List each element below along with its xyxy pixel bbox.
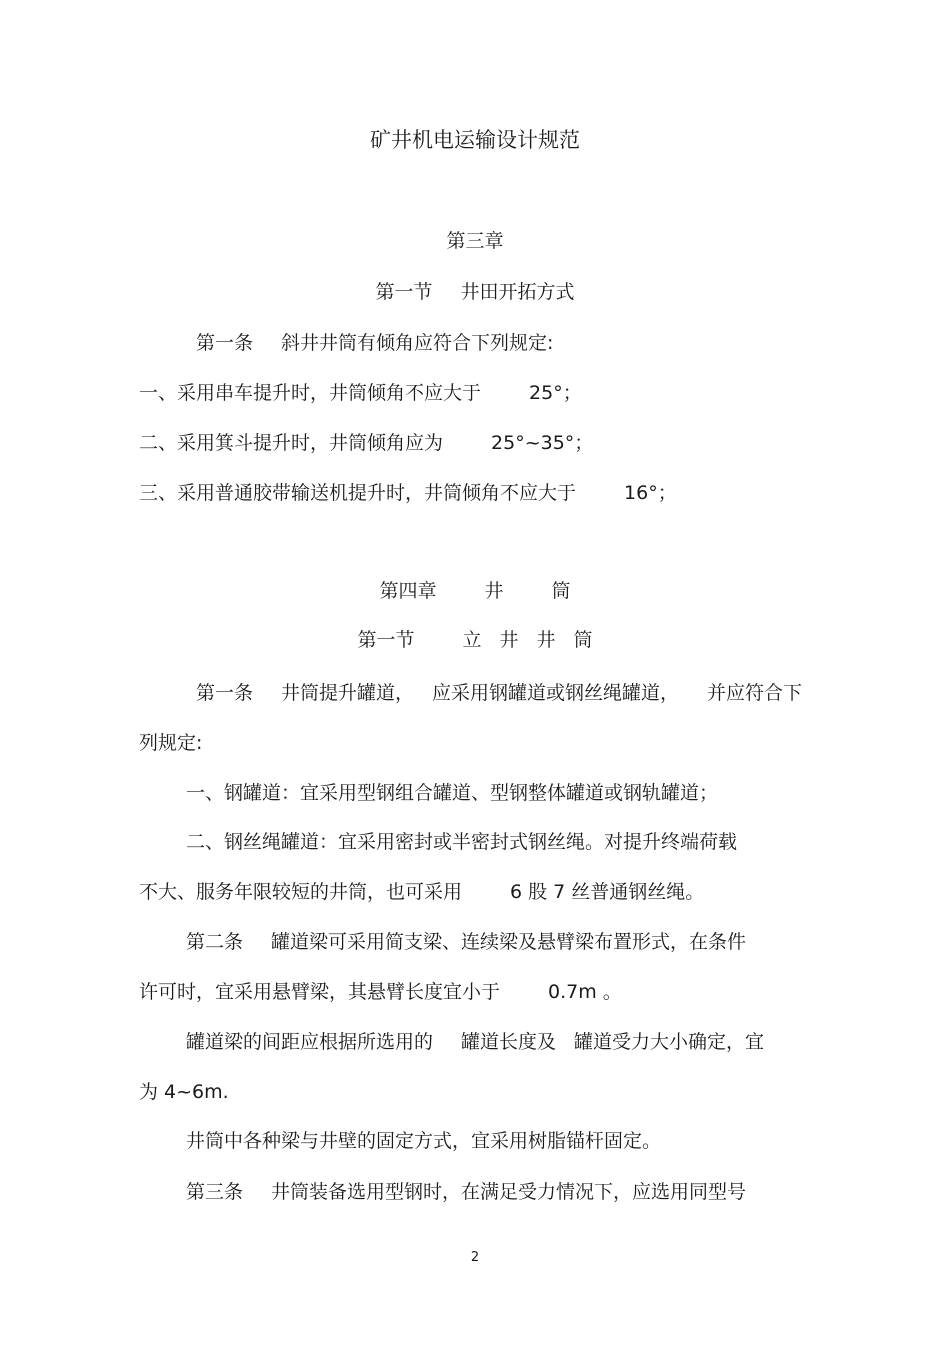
article1-label: 第一条 (196, 682, 254, 704)
chapter4-heading-word1: 井 (484, 580, 504, 602)
article3-label: 第三条 (186, 1181, 244, 1203)
para-spacing-a: 罐道梁的间距应根据所选用的 (186, 1031, 434, 1053)
page-number: 2 (470, 1250, 480, 1265)
chapter4-item2-line2 (139, 880, 704, 904)
article3-text: 井筒装备选用型钢时，在满足受力情况下，应选用同型号 (271, 1181, 747, 1203)
article2-line2-value: 0.7m 。 (548, 981, 622, 1003)
section-char: 井 (536, 629, 556, 651)
item-text: 三、采用普通胶带输送机提升时，井筒倾角不应大于 (139, 482, 577, 504)
document-title: 矿井机电运输设计规范 (370, 128, 580, 152)
chapter4-item2-line1: 二、钢丝绳罐道：宜采用密封或半密封式钢丝绳。对提升终端荷载 (186, 831, 738, 853)
item-text: 二、采用箕斗提升时，井筒倾角应为 (139, 432, 444, 454)
chapter4-section-label: 第一节 (357, 629, 415, 651)
chapter3-item-3 (139, 481, 677, 505)
chapter3-article-label: 第一条 (196, 332, 254, 354)
item-text: 一、采用串车提升时，井筒倾角不应大于 (139, 382, 482, 404)
article1-part1: 井筒提升罐道， (281, 682, 415, 704)
section-char: 筒 (573, 629, 593, 651)
section-char: 井 (499, 629, 519, 651)
chapter3-heading: 第三章 (446, 230, 504, 252)
chapter4-item1: 一、钢罐道：宜采用型钢组合罐道、型钢整体罐道或钢轨罐道； (186, 782, 719, 804)
item-value: 25°~35°； (491, 432, 594, 454)
article1-part3: 并应符合下 (707, 682, 803, 704)
chapter4-section-heading (0, 628, 950, 652)
article1-part2: 应采用钢罐道或钢丝绳罐道， (432, 682, 680, 704)
chapter3-item-1 (139, 381, 582, 405)
para-beam-spacing-line2: 为 4~6m. (139, 1081, 229, 1103)
chapter3-section-heading (0, 280, 950, 304)
article2-label: 第二条 (186, 931, 244, 953)
section-char: 立 (462, 629, 482, 651)
article2-line2-text: 许可时，宜采用悬臂梁，其悬臂长度宜小于 (139, 981, 501, 1003)
chapter4-heading-word2: 筒 (551, 580, 571, 602)
chapter3-section-label: 第一节 (375, 281, 433, 303)
item-value: 16°； (624, 482, 677, 504)
chapter4-article3 (186, 1180, 746, 1204)
chapter3-article1 (196, 331, 553, 355)
chapter3-section-title: 井田开拓方式 (460, 281, 575, 303)
item2-line2-text: 不大、服务年限较短的井筒，也可采用 (139, 881, 463, 903)
chapter4-heading-label: 第四章 (379, 580, 437, 602)
chapter3-article-text: 斜井井筒有倾角应符合下列规定: (281, 332, 554, 354)
article2-line1-text: 罐道梁可采用简支梁、连续梁及悬臂梁布置形式，在条件 (271, 931, 747, 953)
item-value: 25°； (529, 382, 582, 404)
para-spacing-b: 罐道长度及 (461, 1031, 557, 1053)
para-spacing-c: 罐道受力大小确定，宜 (574, 1031, 765, 1053)
chapter4-article1-line2: 列规定: (139, 732, 203, 754)
chapter4-heading (0, 579, 950, 603)
item2-line2-value: 6 股 7 丝普通钢丝绳。 (510, 881, 705, 903)
chapter4-article1-line1 (196, 681, 802, 705)
para-fixing: 井筒中各种梁与井壁的固定方式，宜采用树脂锚杆固定。 (186, 1130, 662, 1152)
chapter4-article2-line2 (139, 980, 622, 1004)
para-beam-spacing-line1 (186, 1030, 764, 1054)
chapter4-article2-line1 (186, 930, 746, 954)
chapter3-item-2 (139, 431, 593, 455)
